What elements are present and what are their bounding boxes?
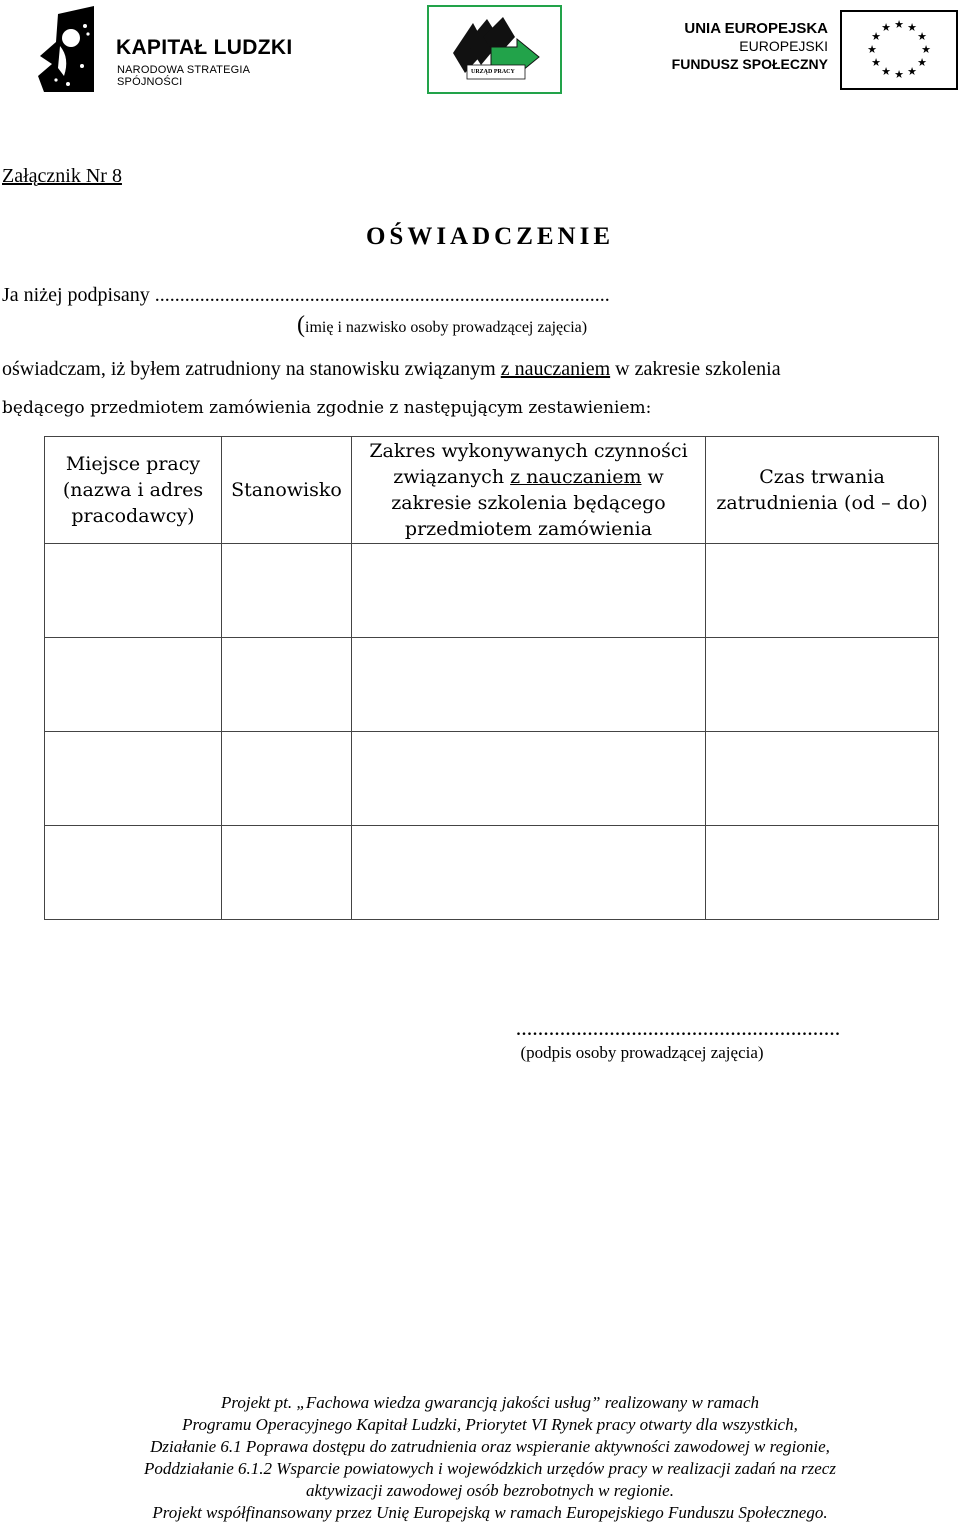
kapital-ludzki-name: KAPITAŁ LUDZKI xyxy=(116,36,293,59)
name-caption-text: imię i nazwisko osoby prowadzącej zajęcia) xyxy=(305,319,588,336)
svg-text:★: ★ xyxy=(907,65,917,78)
table-cell[interactable] xyxy=(222,638,352,732)
svg-text:★: ★ xyxy=(871,56,881,69)
table-row xyxy=(45,732,939,826)
table-row xyxy=(45,638,939,732)
table-cell[interactable] xyxy=(706,638,939,732)
declaration-underlined: z nauczaniem xyxy=(500,358,611,380)
table-cell[interactable] xyxy=(706,544,939,638)
declaration-line-1 xyxy=(2,358,781,381)
annex-label: Załącznik Nr 8 xyxy=(2,165,122,187)
header-duration: Czas trwania zatrudnienia (od – do) xyxy=(706,437,939,544)
table-cell[interactable] xyxy=(222,826,352,920)
undersigned-line: Ja niżej podpisany ........................................................................................... xyxy=(2,284,610,306)
svg-text:★: ★ xyxy=(894,18,904,31)
svg-text:★: ★ xyxy=(881,21,891,34)
table-header-row xyxy=(45,437,939,544)
footer-line-6: Projekt współfinansowany przez Unię Europejską w ramach Europejskiego Funduszu Społecznego. xyxy=(152,1503,828,1522)
svg-text:★: ★ xyxy=(881,65,891,78)
declaration-line-2: będącego przedmiotem zamówienia zgodnie z następującym zestawieniem: xyxy=(2,398,652,418)
table-cell[interactable] xyxy=(222,544,352,638)
table-cell[interactable] xyxy=(45,826,222,920)
svg-text:★: ★ xyxy=(907,21,917,34)
urzad-pracy-logo xyxy=(427,5,562,94)
table-cell[interactable] xyxy=(45,638,222,732)
ue-line-2: EUROPEJSKI xyxy=(739,38,828,54)
header-scope-a: Zakres wykonywanych czynności związanych xyxy=(369,440,688,488)
table-row xyxy=(45,826,939,920)
footer-line-2: Programu Operacyjnego Kapitał Ludzki, Priorytet VI Rynek pracy otwarty dla wszystkich, xyxy=(182,1415,798,1434)
table-cell[interactable] xyxy=(706,826,939,920)
table-cell[interactable] xyxy=(45,544,222,638)
footer-line-1: Projekt pt. „Fachowa wiedza gwarancją jakości usług” realizowany w ramach xyxy=(221,1393,759,1412)
footer-line-5: aktywizacji zawodowej osób bezrobotnych w regionie. xyxy=(306,1481,674,1500)
svg-text:★: ★ xyxy=(871,30,881,43)
kapital-ludzki-logo xyxy=(38,6,318,96)
table-cell[interactable] xyxy=(352,826,706,920)
footer-line-4: Poddziałanie 6.1.2 Wsparcie powiatowych i wojewódzkich urzędów pracy w realizacji zadań na rzecz xyxy=(144,1459,836,1478)
header-scope-b: w zakresie szkolenia będącego przedmiotem zamówienia xyxy=(391,466,666,540)
name-caption xyxy=(297,312,587,339)
eu-stars-icon xyxy=(842,12,956,88)
employment-table xyxy=(44,436,939,920)
urzad-pracy-label: URZĄD PRACY xyxy=(471,69,515,75)
table-cell[interactable] xyxy=(352,638,706,732)
declaration-text-a: oświadczam, iż byłem zatrudniony na stanowisku związanym xyxy=(2,358,501,380)
signature-caption: (podpis osoby prowadzącej zajęcia) xyxy=(520,1043,764,1062)
kapital-ludzki-emblem-icon xyxy=(38,6,108,94)
table-cell[interactable] xyxy=(352,544,706,638)
eu-flag-logo xyxy=(840,10,958,90)
name-caption-paren: ( xyxy=(297,312,305,338)
table-cell[interactable] xyxy=(706,732,939,826)
signature-line: ........................................................... xyxy=(515,1015,841,1040)
ue-line-3: FUNDUSZ SPOŁECZNY xyxy=(671,56,828,72)
kapital-ludzki-subtitle: NARODOWA STRATEGIA SPÓJNOŚCI xyxy=(117,64,250,88)
header-position: Stanowisko xyxy=(222,437,352,544)
urzad-pracy-emblem-icon xyxy=(429,7,560,92)
document-title: OŚWIADCZENIE xyxy=(365,223,615,250)
header-scope-underlined: z nauczaniem xyxy=(510,466,642,488)
declaration-text-b: w zakresie szkolenia xyxy=(610,358,781,380)
unia-europejska-text xyxy=(666,20,828,73)
table-cell[interactable] xyxy=(222,732,352,826)
table-row xyxy=(45,544,939,638)
svg-text:★: ★ xyxy=(921,43,931,56)
svg-text:★: ★ xyxy=(917,30,927,43)
project-footer xyxy=(0,1392,960,1524)
svg-text:★: ★ xyxy=(894,68,904,81)
ue-line-1: UNIA EUROPEJSKA xyxy=(684,20,828,37)
footer-line-3: Działanie 6.1 Poprawa dostępu do zatrudnienia oraz wspieranie aktywności zawodowej w regionie, xyxy=(150,1437,830,1456)
svg-text:★: ★ xyxy=(867,43,877,56)
header-scope xyxy=(352,437,706,544)
table-cell[interactable] xyxy=(45,732,222,826)
table-cell[interactable] xyxy=(352,732,706,826)
header-workplace: Miejsce pracy (nazwa i adres pracodawcy) xyxy=(45,437,222,544)
svg-text:★: ★ xyxy=(917,56,927,69)
